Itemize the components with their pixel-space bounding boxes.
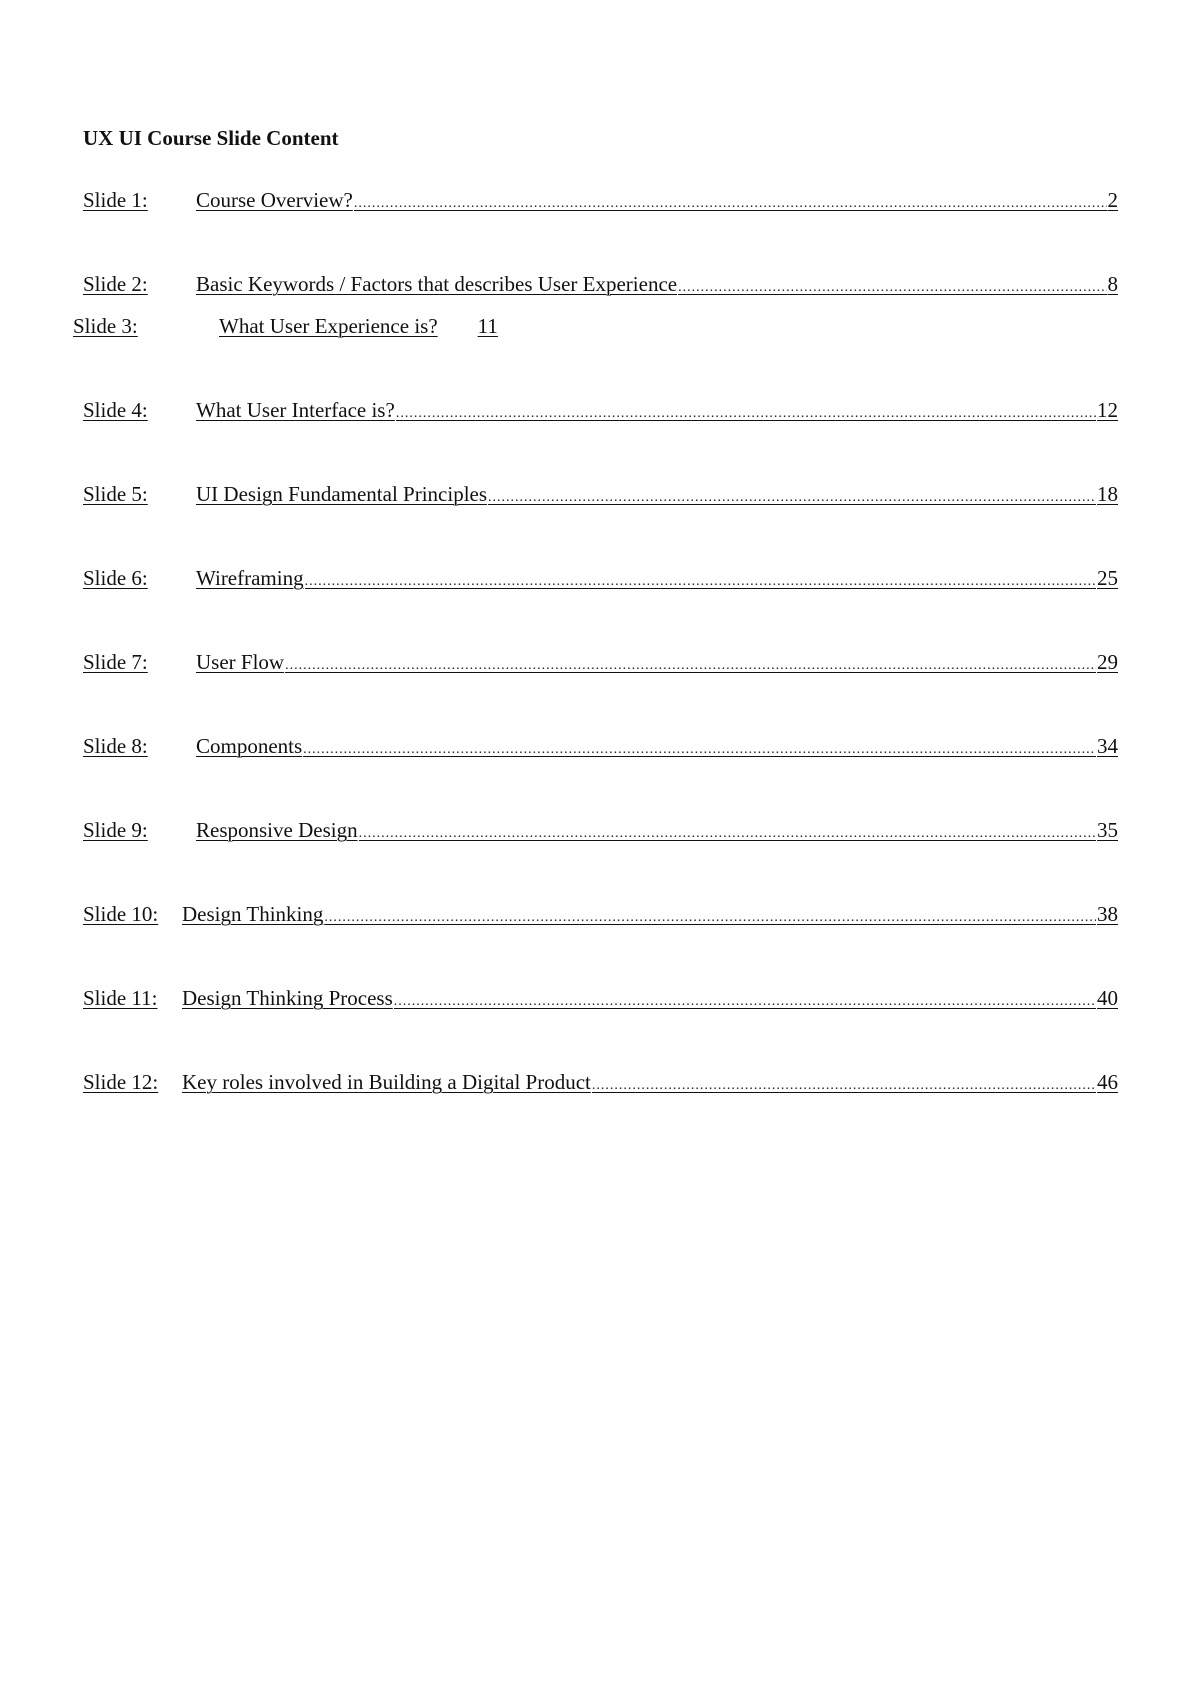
toc-page-number: 46	[1097, 1070, 1118, 1094]
toc-entry-slide-7[interactable]	[83, 650, 1118, 678]
toc-slide-number: Slide 10:	[83, 902, 159, 926]
toc-page-number: 34	[1097, 734, 1118, 758]
toc-entry-slide-6[interactable]	[83, 566, 1118, 594]
toc-dot-leader	[592, 1074, 1096, 1098]
toc-slide-label: Components	[196, 734, 303, 758]
toc-entry-slide-8[interactable]	[83, 734, 1118, 762]
toc-page-number: 38	[1097, 902, 1118, 926]
toc-slide-number: Slide 2:	[83, 272, 148, 296]
toc-dot-leader	[678, 276, 1106, 300]
toc-dot-leader	[303, 738, 1096, 762]
toc-entry-slide-10[interactable]	[83, 902, 1118, 930]
toc-dot-leader	[285, 654, 1096, 678]
toc-entry-slide-11[interactable]	[83, 986, 1118, 1014]
toc-slide-number: Slide 6:	[83, 566, 148, 590]
toc-page-number: 35	[1097, 818, 1118, 842]
toc-page-number: 40	[1097, 986, 1118, 1010]
toc-slide-number: Slide 12:	[83, 1070, 159, 1094]
toc-slide-number: Slide 5:	[83, 482, 148, 506]
toc-page-number: 8	[1107, 272, 1118, 296]
toc-slide-number: Slide 11:	[83, 986, 158, 1010]
toc-dot-leader	[305, 570, 1096, 594]
toc-entry-slide-5[interactable]	[83, 482, 1118, 510]
toc-page-number: 2	[1107, 188, 1118, 212]
toc-dot-leader	[354, 192, 1107, 216]
toc-slide-number: Slide 4:	[83, 398, 148, 422]
toc-slide-label: Key roles involved in Building a Digital Product	[182, 1070, 591, 1094]
toc-dot-leader	[359, 822, 1096, 846]
toc-slide-label: What User Experience is?	[219, 314, 438, 338]
toc-page-number: 11	[477, 314, 498, 338]
toc-entry-slide-9[interactable]	[83, 818, 1118, 846]
toc-slide-number: Slide 9:	[83, 818, 148, 842]
toc-slide-label: Course Overview?	[196, 188, 353, 212]
toc-slide-number: Slide 1:	[83, 188, 148, 212]
toc-entry-slide-1[interactable]	[83, 188, 1118, 216]
toc-page-number: 29	[1097, 650, 1118, 674]
toc-entry-slide-12[interactable]	[83, 1070, 1118, 1098]
toc-slide-number: Slide 3:	[73, 314, 138, 338]
document-title: UX UI Course Slide Content	[83, 126, 339, 150]
toc-entry-slide-3[interactable]	[73, 314, 498, 338]
toc-page-number: 18	[1097, 482, 1118, 506]
toc-page-number: 25	[1097, 566, 1118, 590]
toc-slide-label: UI Design Fundamental Principles	[196, 482, 488, 506]
toc-slide-label: Basic Keywords / Factors that describes User Experience	[196, 272, 678, 296]
toc-dot-leader	[324, 906, 1096, 930]
toc-slide-label: Design Thinking	[182, 902, 324, 926]
toc-slide-label: User Flow	[196, 650, 285, 674]
toc-slide-label: Responsive Design	[196, 818, 358, 842]
toc-dot-leader	[396, 402, 1096, 426]
toc-slide-number: Slide 8:	[83, 734, 148, 758]
toc-slide-number: Slide 7:	[83, 650, 148, 674]
toc-dot-leader	[394, 990, 1096, 1014]
toc-slide-label: Design Thinking Process	[182, 986, 393, 1010]
toc-entry-slide-2[interactable]	[83, 272, 1118, 300]
toc-page-number: 12	[1097, 398, 1118, 422]
toc-slide-label: Wireframing	[196, 566, 304, 590]
toc-dot-leader	[488, 486, 1096, 510]
toc-slide-label: What User Interface is?	[196, 398, 395, 422]
toc-entry-slide-4[interactable]	[83, 398, 1118, 426]
